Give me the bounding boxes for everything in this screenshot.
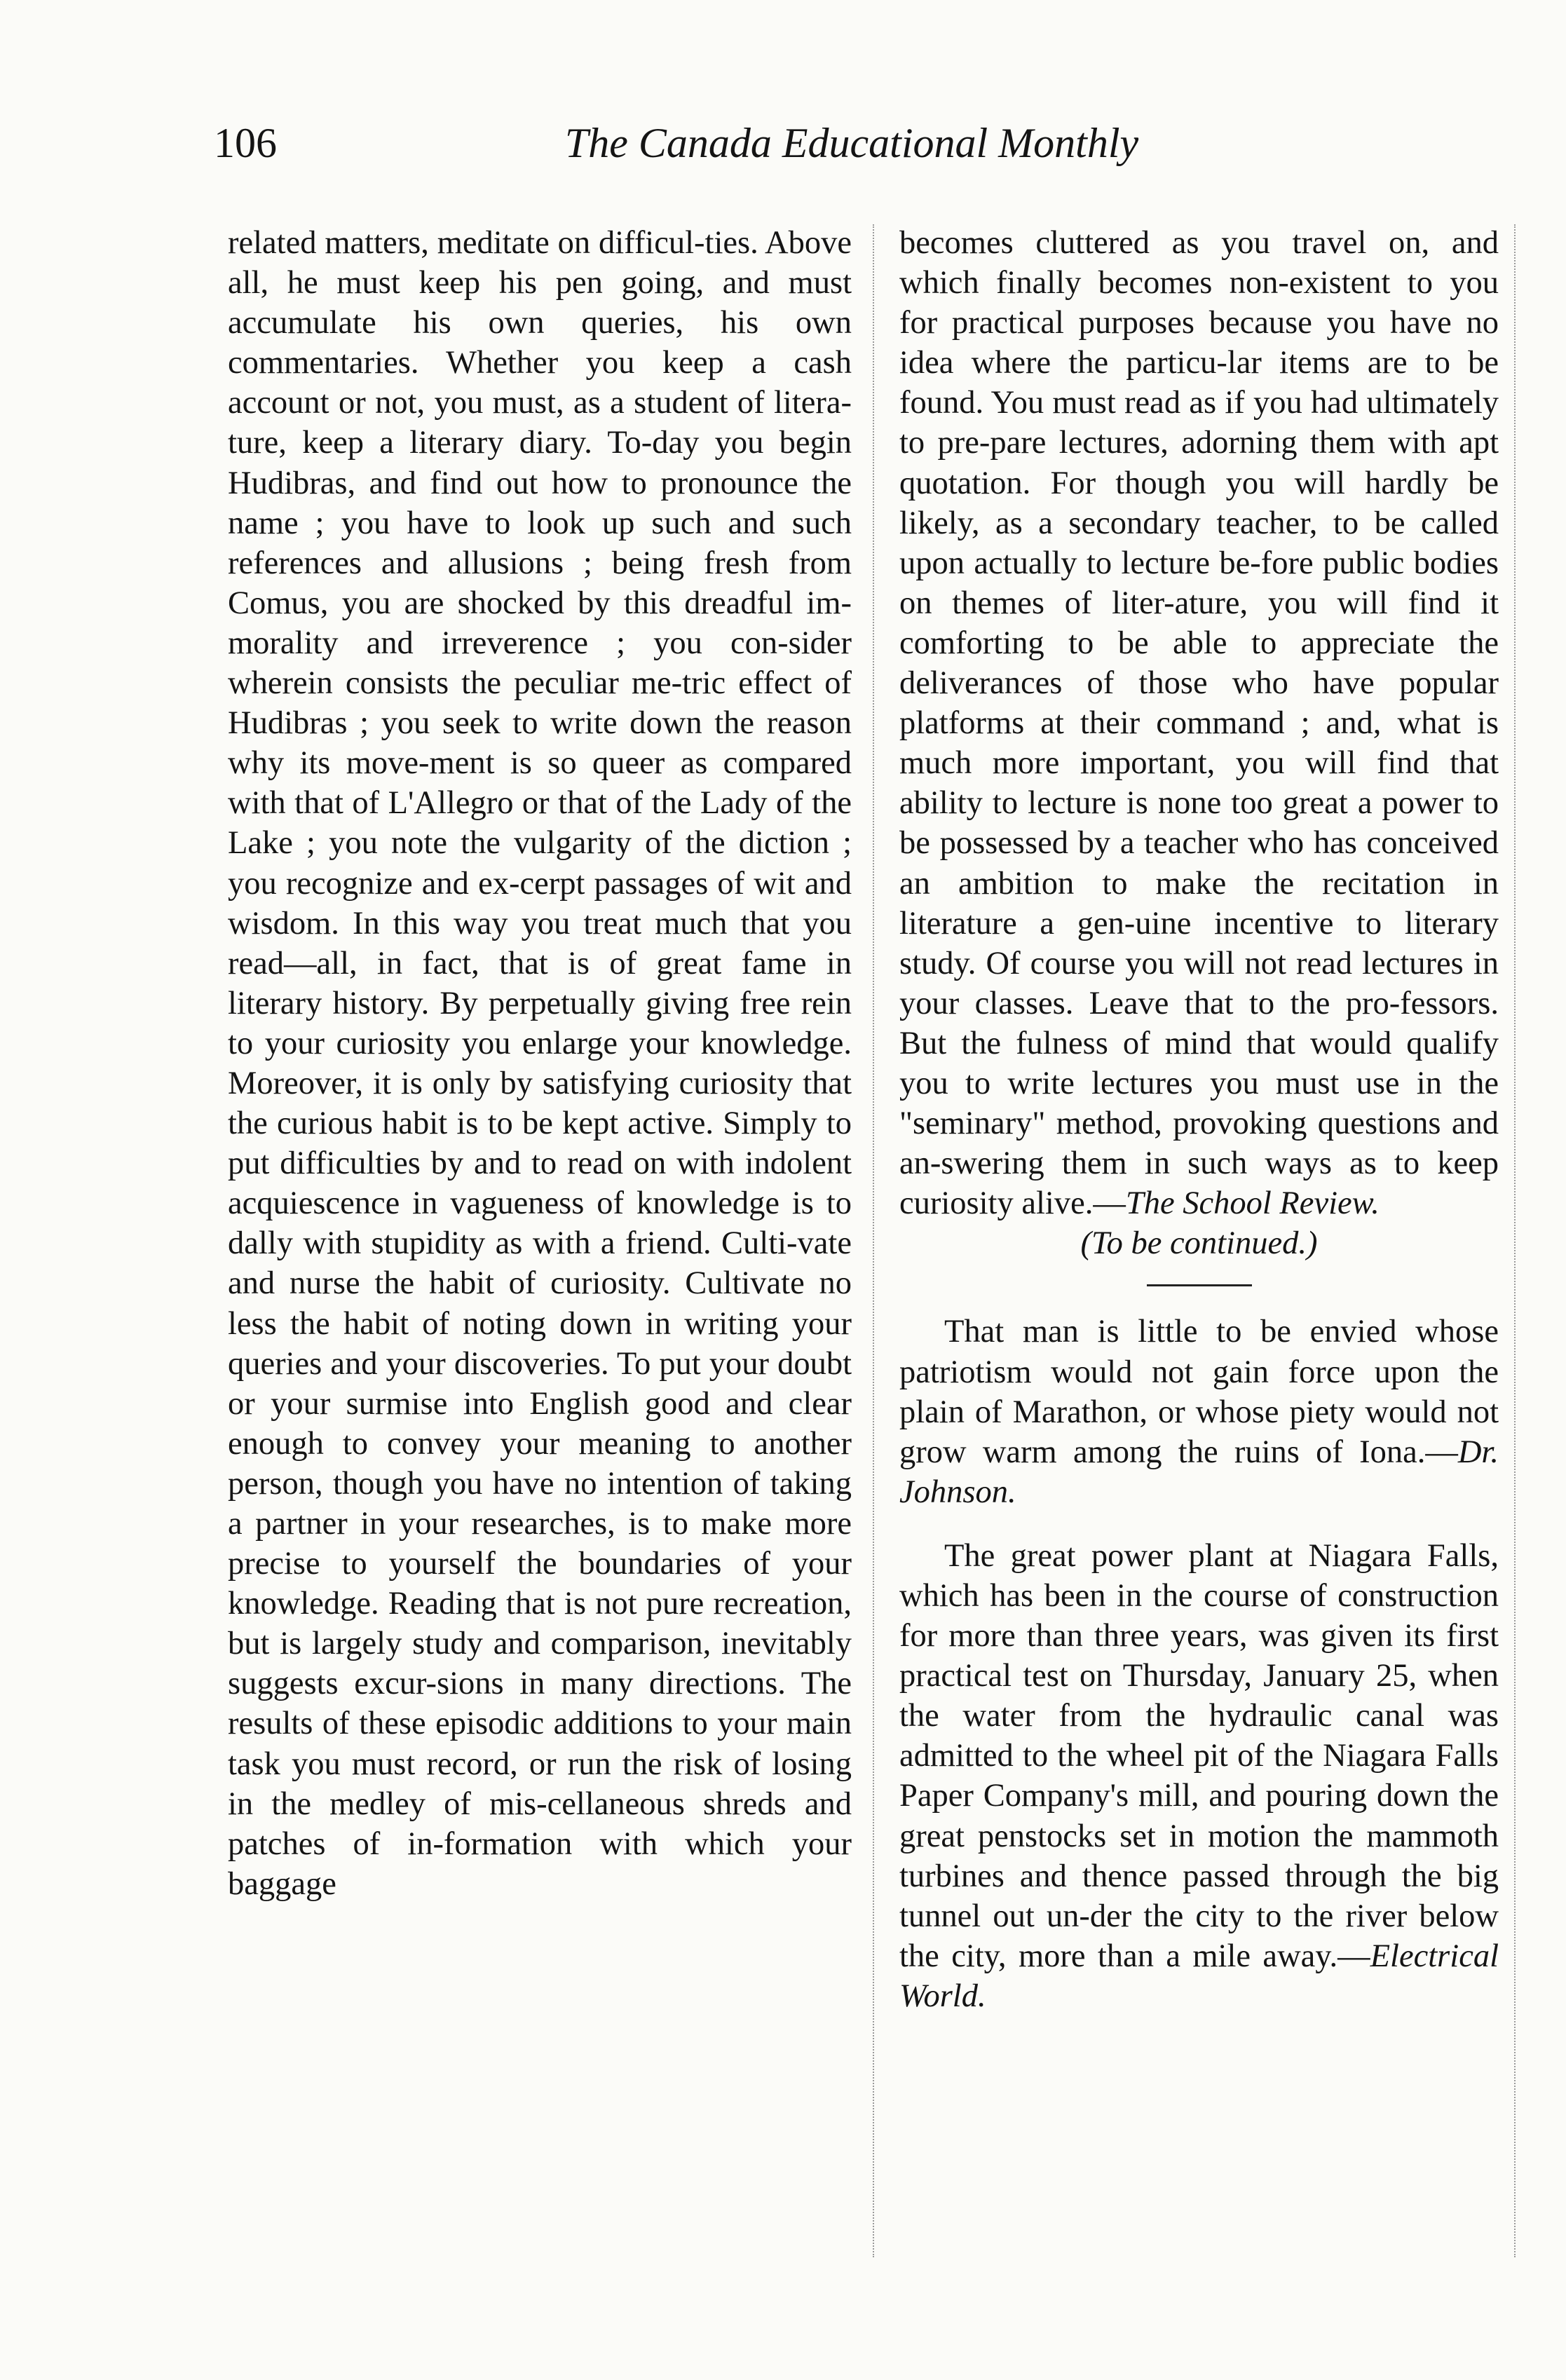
paragraph-gap: [899, 1512, 1499, 1536]
source-electrical-world: Electrical World.: [899, 1938, 1499, 2014]
right-column: [899, 223, 1499, 2016]
left-column: [228, 223, 852, 1904]
right-margin-edge: [1514, 224, 1516, 2257]
left-column-paragraph: related matters, meditate on difficul-ties. Above all, he must keep his pen going, and must accumulate his own queries, his own commentaries. Whether you keep a cash account or not, you must, as a student of litera-ture, keep a literary diary. To-day you begin Hudibras, and find out how to pronounce the name ; you have to look up such and such references and allusions ; being fresh from Comus, you are shocked by this dreadful im-morality and irreverence ; you con-sider wherein consists the peculiar me-tric effect of Hudibras ; you seek to write down the reason why its move-ment is so queer as compared with that of L'Allegro or that of the Lady of the Lake ; you note the vulgarity of the diction ; you recognize and ex-cerpt passages of wit and wisdom. In this way you treat much that you read—all, in fact, that is of great fame in literary history. By perpetually giving free rein to your curiosity you enlarge your knowledge. Moreover, it is only by satisfying curiosity that the curious habit is to be kept active. Simply to put difficulties by and to read on with indolent acquiescence in vagueness of knowledge is to dally with stupidity as with a friend. Culti-vate and nurse the habit of curiosity. Cultivate no less the habit of noting down in writing your queries and your discoveries. To put your doubt or your surmise into English good and clear enough to convey your meaning to another person, though you have no intention of taking a partner in your researches, is to make more precise to yourself the boundaries of your knowledge. Reading that is not pure recreation, but is largely study and comparison, inevitably suggests excur-sions in many directions. The results of these episodic additions to your main task you must record, or run the risk of losing in the medley of mis-cellaneous shreds and patches of in-formation with which your baggage: [228, 225, 852, 1902]
source-the-school-review: The School Review.: [1125, 1185, 1380, 1222]
johnson-quote-text: That man is little to be envied whose patriotism would not gain force upon the plain of Marathon, or whose piety would not grow warm among the ruins of Iona.—: [899, 1314, 1499, 1470]
source-dr-johnson: Dr. Johnson.: [899, 1434, 1499, 1510]
to-be-continued: (To be continued.): [1080, 1225, 1318, 1262]
column-divider: [873, 224, 874, 2257]
continuation-paragraph: [899, 223, 1499, 1223]
niagara-paragraph: [899, 1536, 1499, 2016]
continuation-text: becomes cluttered as you travel on, and which finally becomes non-existent to you for practical purposes because you have no idea where the particu-lar items are to be found. You must read as if you had ultimately to pre-pare lectures, adorning them with apt quotation. For though you will hardly be likely, as a secondary teacher, to be called upon actually to lecture be-fore public bodies on themes of liter-ature, you will find it comforting to be able to appreciate the deliverances of those who have popular platforms at their command ; and, what is much more important, you will find that ability to lecture is none too great a power to be possessed by a teacher who has conceived an ambition to make the recitation in literature a gen-uine incentive to literary study. Of course you will not read lectures in your classes. Leave that to the pro-fessors. But the fulness of mind that would qualify you to write lectures you must use in the "seminary" method, provoking questions and an-swering them in such ways as to keep curiosity alive.—: [899, 225, 1499, 1222]
running-title: The Canada Educational Monthly: [564, 120, 1139, 166]
johnson-quote-paragraph: [899, 1312, 1499, 1511]
section-separator: [1147, 1284, 1252, 1286]
niagara-text: The great power plant at Niagara Falls, which has been in the course of construction for more than three years, was given its first practical test on Thursday, January 25, when the water from the hydraulic canal was admitted to the wheel pit of the Niagara Falls Paper Company's mill, and pouring down the great penstocks set in motion the mammoth turbines and thence passed through the big tunnel out un-der the city to the river below the city, more than a mile away.—: [899, 1537, 1499, 1974]
page-number: 106: [214, 120, 277, 166]
page-header: [214, 119, 1490, 182]
